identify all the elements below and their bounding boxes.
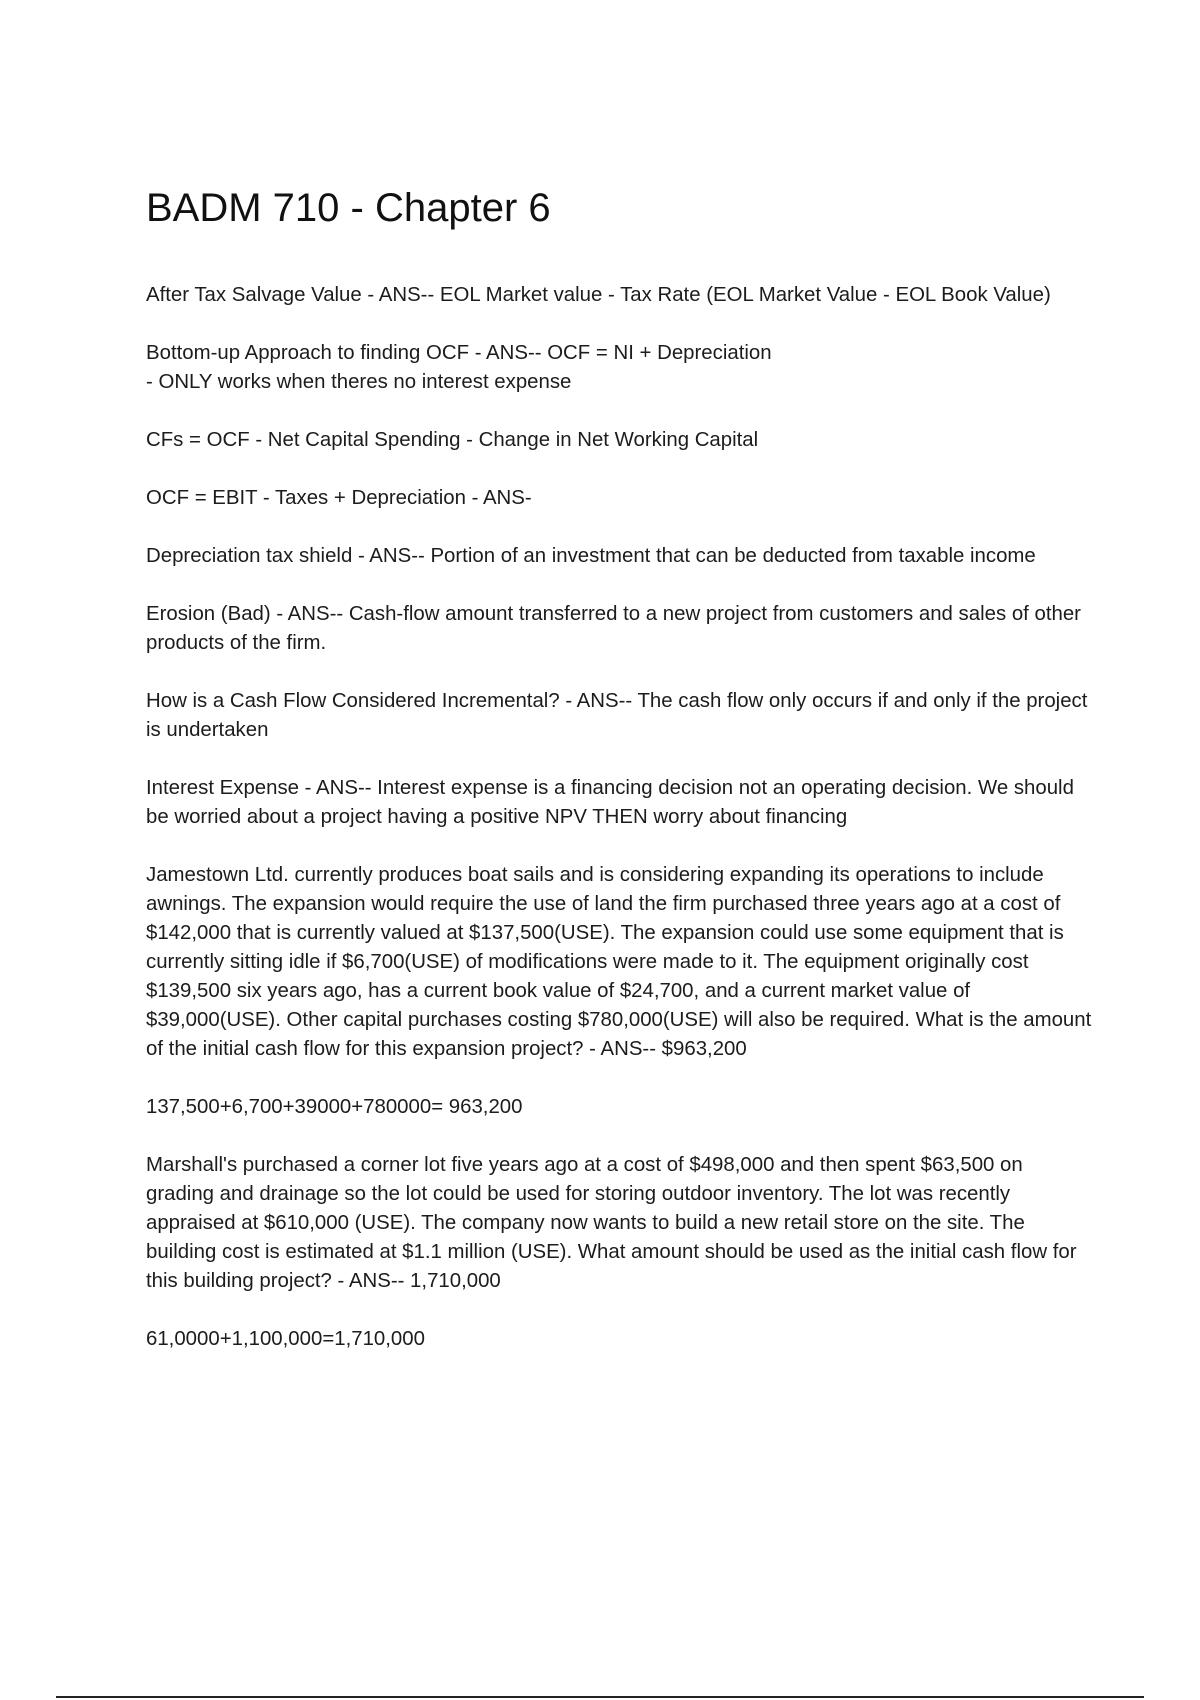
entry-bottom-up-approach [146, 339, 1092, 397]
entry-jamestown-calculation: 137,500+6,700+39000+780000= 963,200 [146, 1096, 523, 1118]
entry-depreciation-tax-shield: Depreciation tax shield - ANS-- Portion of an investment that can be deducted from taxable income [146, 545, 1036, 567]
document-title: BADM 710 - Chapter 6 [146, 186, 551, 230]
entry-cfs-formula: CFs = OCF - Net Capital Spending - Change in Net Working Capital [146, 429, 759, 451]
entry-ocf-formula: OCF = EBIT - Taxes + Depreciation - ANS- [146, 487, 532, 509]
entry-erosion: Erosion (Bad) - ANS-- Cash-flow amount transferred to a new project from customers and sales of other products of the firm. [146, 603, 1081, 654]
document-page [146, 183, 1092, 1383]
entry-incremental-cash-flow: How is a Cash Flow Considered Incremental? - ANS-- The cash flow only occurs if and only if the project is undertaken [146, 690, 1088, 741]
page-bottom-divider [56, 1696, 1144, 1698]
entry-jamestown-question: Jamestown Ltd. currently produces boat sails and is considering expanding its operations to include awnings. The expansion would require the use of land the firm purchased three years ago at a cost of $142,000 that is currently valued at $137,500(USE). The expansion could use some equipment that is currently sitting idle if $6,700(USE) of modifications were made to it. The equipment originally cost $139,500 six years ago, has a current book value of $24,700, and a current market value of $39,000(USE). Other capital purchases costing $780,000(USE) will also be required. What is the amount of the initial cash flow for this expansion project? - ANS-- $963,200 [146, 864, 1092, 1060]
entry-bottom-up-line-1: Bottom-up Approach to finding OCF - ANS-- OCF = NI + Depreciation [146, 342, 772, 364]
entry-bottom-up-line-2: - ONLY works when theres no interest expense [146, 371, 572, 393]
entry-marshalls-calculation: 61,0000+1,100,000=1,710,000 [146, 1328, 425, 1350]
entry-interest-expense: Interest Expense - ANS-- Interest expense is a financing decision not an operating decision. We should be worried about a project having a positive NPV THEN worry about financing [146, 777, 1074, 828]
entry-marshalls-question: Marshall's purchased a corner lot five years ago at a cost of $498,000 and then spent $63,500 on grading and drainage so the lot could be used for storing outdoor inventory. The lot was recently appraised at $610,000 (USE). The company now wants to build a new retail store on the site. The building cost is estimated at $1.1 million (USE). What amount should be used as the initial cash flow for this building project? - ANS-- 1,710,000 [146, 1154, 1077, 1292]
entry-after-tax-salvage: After Tax Salvage Value - ANS-- EOL Market value - Tax Rate (EOL Market Value - EOL Book Value) [146, 284, 1051, 306]
